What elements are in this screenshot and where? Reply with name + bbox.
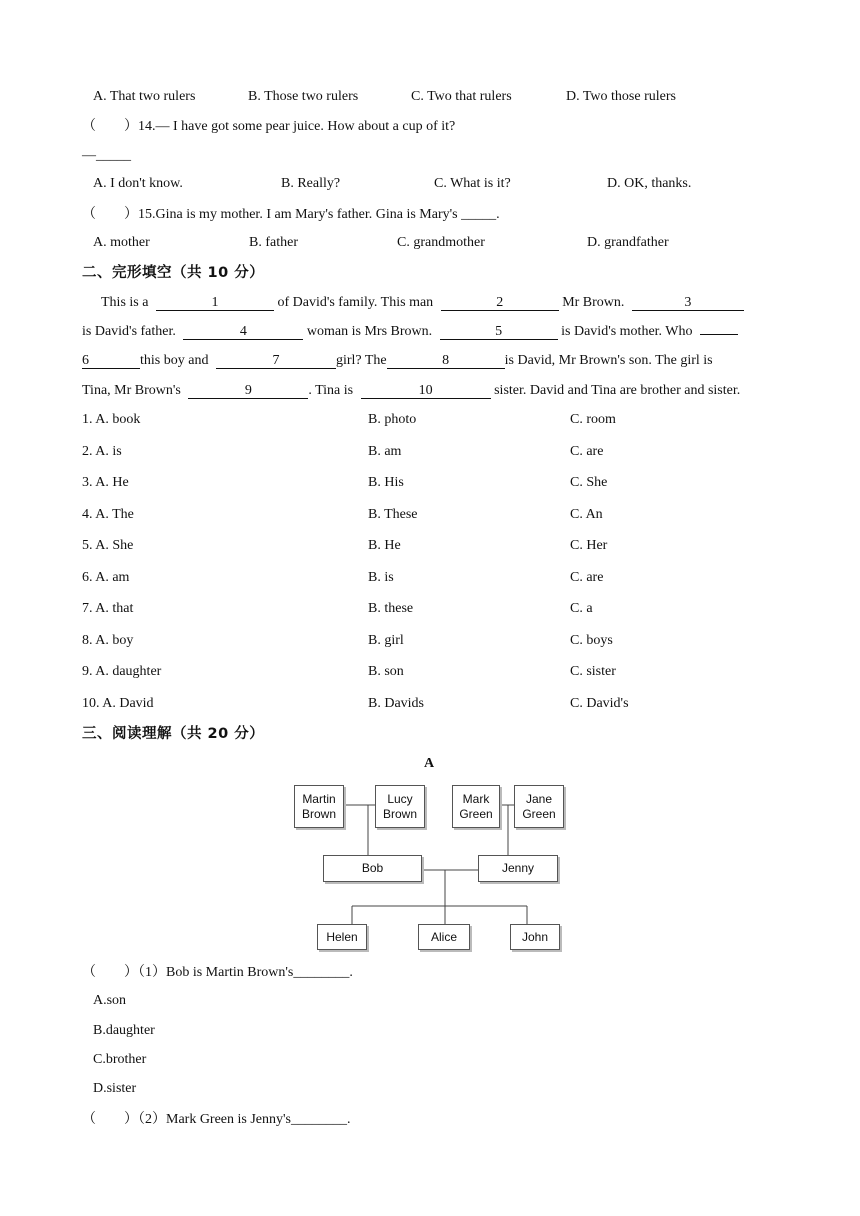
cloze-option-c: C. An xyxy=(570,507,603,522)
cloze-option-b: B. girl xyxy=(368,633,404,648)
q15-question xyxy=(82,206,500,224)
q15-option-a: A. mother xyxy=(93,235,150,250)
passage-text: is David's mother. Who xyxy=(561,324,693,339)
tree-node-lucy-brown xyxy=(375,785,425,828)
blank-8[interactable]: 8 xyxy=(387,353,505,369)
passage-line-1 xyxy=(101,294,744,312)
q15-answer-paren[interactable]: （ ） xyxy=(82,207,138,222)
cloze-option-a: 7. A. that xyxy=(82,601,134,616)
reading-q1-option-b: B.daughter xyxy=(93,1023,155,1038)
cloze-option-b: B. is xyxy=(368,570,394,585)
blank-1[interactable]: 1 xyxy=(156,295,274,311)
passage-line-4 xyxy=(82,382,740,400)
reading-q1-option-c: C.brother xyxy=(93,1052,147,1067)
reading-q2-answer-paren[interactable]: （ ） xyxy=(82,1112,138,1127)
blank-9[interactable]: 9 xyxy=(188,383,308,399)
node-label: Brown xyxy=(382,806,417,821)
q14-stem: 14.— I have got some pear juice. How about a cup of it? xyxy=(138,119,456,134)
reading-q1-option-a: A.son xyxy=(93,993,127,1008)
blank-6-start xyxy=(700,334,738,335)
cloze-option-c: C. sister xyxy=(570,664,616,679)
node-label: Mark xyxy=(462,791,490,806)
q15-option-d: D. grandfather xyxy=(587,235,669,250)
passage-text: This is a xyxy=(101,295,149,310)
cloze-option-c: C. are xyxy=(570,570,604,585)
q13-option-b: B. Those two rulers xyxy=(248,89,359,104)
tree-node-mark-green xyxy=(452,785,500,828)
blank-4[interactable]: 4 xyxy=(183,324,303,340)
section3-heading: 三、阅读理解（共 20 分） xyxy=(82,726,265,742)
blank-6[interactable]: 6 xyxy=(82,353,140,369)
node-label: Lucy xyxy=(387,791,413,806)
cloze-option-a: 5. A. She xyxy=(82,538,134,553)
cloze-option-b: B. these xyxy=(368,601,414,616)
blank-10[interactable]: 10 xyxy=(361,383,491,399)
tree-node-bob: Bob xyxy=(323,855,422,882)
passage-line-3 xyxy=(82,352,713,370)
reading-q2-stem: （2）Mark Green is Jenny's________. xyxy=(138,1112,351,1127)
passage-text: of David's family. This man xyxy=(277,295,434,310)
tree-node-jane-green xyxy=(514,785,564,828)
blank-5[interactable]: 5 xyxy=(440,324,558,340)
tree-node-martin-brown xyxy=(294,785,344,828)
passage-text: sister. David and Tina are brother and sister. xyxy=(494,383,741,398)
cloze-option-c: C. boys xyxy=(570,633,613,648)
q14-reply: —_____ xyxy=(82,148,131,163)
cloze-option-b: B. He xyxy=(368,538,401,553)
passage-text: woman is Mrs Brown. xyxy=(306,324,433,339)
blank-2[interactable]: 2 xyxy=(441,295,559,311)
reading-q1 xyxy=(82,964,353,982)
cloze-option-a: 8. A. boy xyxy=(82,633,134,648)
passage-label: A xyxy=(424,756,435,771)
cloze-option-c: C. room xyxy=(570,412,616,427)
passage-text: Mr Brown. xyxy=(562,295,625,310)
blank-3[interactable]: 3 xyxy=(632,295,744,311)
node-label: Green xyxy=(459,806,493,821)
cloze-option-b: B. am xyxy=(368,444,402,459)
q13-option-c: C. Two that rulers xyxy=(411,89,512,104)
q14-option-b: B. Really? xyxy=(281,176,341,191)
passage-text: . Tina is xyxy=(308,383,354,398)
q15-option-c: C. grandmother xyxy=(397,235,485,250)
q14-question xyxy=(82,118,455,136)
cloze-option-c: C. She xyxy=(570,475,608,490)
reading-q1-answer-paren[interactable]: （ ） xyxy=(82,965,138,980)
passage-text: girl? The xyxy=(335,353,387,368)
q14-option-d: D. OK, thanks. xyxy=(607,176,692,191)
tree-node-john: John xyxy=(510,924,560,950)
cloze-option-a: 6. A. am xyxy=(82,570,130,585)
node-label: Martin xyxy=(302,791,336,806)
cloze-option-b: B. His xyxy=(368,475,404,490)
cloze-option-c: C. a xyxy=(570,601,593,616)
passage-line-2 xyxy=(82,323,738,341)
passage-text: is David's father. xyxy=(82,324,176,339)
q13-option-d: D. Two those rulers xyxy=(566,89,676,104)
cloze-option-a: 3. A. He xyxy=(82,475,129,490)
cloze-option-b: B. son xyxy=(368,664,404,679)
cloze-option-a: 9. A. daughter xyxy=(82,664,162,679)
reading-q1-stem: （1）Bob is Martin Brown's________. xyxy=(138,965,353,980)
family-tree-diagram xyxy=(292,783,568,953)
node-label: Green xyxy=(522,806,556,821)
passage-text: Tina, Mr Brown's xyxy=(82,383,181,398)
cloze-option-a: 4. A. The xyxy=(82,507,134,522)
q15-stem: 15.Gina is my mother. I am Mary's father. Gina is Mary's _____. xyxy=(138,207,500,222)
cloze-option-c: C. Her xyxy=(570,538,608,553)
cloze-option-b: B. photo xyxy=(368,412,417,427)
tree-node-alice: Alice xyxy=(418,924,470,950)
cloze-option-a: 10. A. David xyxy=(82,696,154,711)
passage-text: is David, Mr Brown's son. The girl is xyxy=(504,353,713,368)
reading-q2 xyxy=(82,1111,351,1129)
node-label: Brown xyxy=(301,806,336,821)
q15-option-b: B. father xyxy=(249,235,298,250)
q13-option-a: A. That two rulers xyxy=(93,89,196,104)
passage-text: this boy and xyxy=(140,353,209,368)
node-label: Jane xyxy=(525,791,552,806)
q14-option-a: A. I don't know. xyxy=(93,176,183,191)
tree-node-helen: Helen xyxy=(317,924,367,950)
cloze-option-a: 1. A. book xyxy=(82,412,141,427)
tree-node-jenny: Jenny xyxy=(478,855,558,882)
section2-heading: 二、完形填空（共 10 分） xyxy=(82,265,265,281)
blank-7[interactable]: 7 xyxy=(216,353,336,369)
cloze-option-c: C. David's xyxy=(570,696,629,711)
reading-q1-option-d: D.sister xyxy=(93,1081,137,1096)
q14-option-c: C. What is it? xyxy=(434,176,511,191)
cloze-option-b: B. These xyxy=(368,507,418,522)
cloze-option-b: B. Davids xyxy=(368,696,424,711)
cloze-option-a: 2. A. is xyxy=(82,444,122,459)
cloze-option-c: C. are xyxy=(570,444,604,459)
q14-answer-paren[interactable]: （ ） xyxy=(82,119,138,134)
